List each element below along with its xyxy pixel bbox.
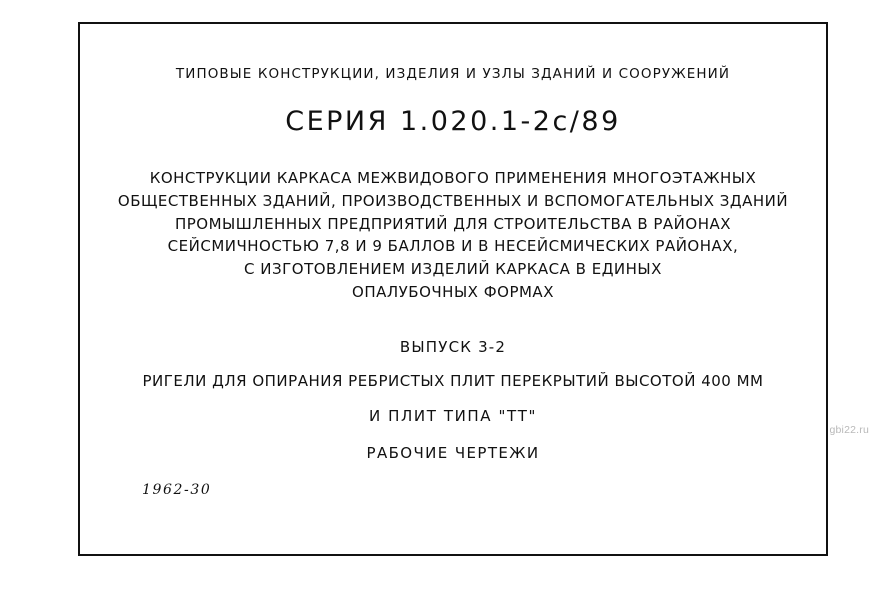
- description-line: ПРОМЫШЛЕННЫХ ПРЕДПРИЯТИЙ ДЛЯ СТРОИТЕЛЬСТВА В РАЙОНАХ: [174, 214, 732, 233]
- issue-label: ВЫПУСК 3-2: [399, 337, 507, 356]
- document-description: [114, 167, 792, 304]
- issue-title-line: РИГЕЛИ ДЛЯ ОПИРАНИЯ РЕБРИСТЫХ ПЛИТ ПЕРЕКРЫТИЙ ВЫСОТОЙ 400 ММ: [142, 371, 764, 390]
- watermark: gbi22.ru: [829, 424, 869, 436]
- description-line: С ИЗГОТОВЛЕНИЕМ ИЗДЕЛИЙ КАРКАСА В ЕДИНЫХ: [244, 260, 662, 279]
- description-line: КОНСТРУКЦИИ КАРКАСА МЕЖВИДОВОГО ПРИМЕНЕНИЯ МНОГОЭТАЖНЫХ: [149, 169, 757, 187]
- title-block-content: [80, 24, 826, 554]
- description-line: ОПАЛУБОЧНЫХ ФОРМАХ: [352, 282, 554, 301]
- issue-subtitle: РАБОЧИЕ ЧЕРТЕЖИ: [366, 444, 540, 463]
- issue-title: [114, 370, 792, 466]
- document-code: 1962-30: [142, 482, 212, 498]
- description-line: ОБЩЕСТВЕННЫХ ЗДАНИЙ, ПРОИЗВОДСТВЕННЫХ И ВСПОМОГАТЕЛЬНЫХ ЗДАНИЙ: [117, 191, 789, 210]
- issue-title-line: И ПЛИТ ТИПА "ТТ": [368, 407, 538, 426]
- document-kicker: ТИПОВЫЕ КОНСТРУКЦИИ, ИЗДЕЛИЯ И УЗЛЫ ЗДАНИЙ И СООРУЖЕНИЙ: [175, 66, 731, 82]
- series-number: СЕРИЯ 1.020.1-2с/89: [285, 106, 621, 137]
- drawing-frame: [78, 22, 828, 556]
- description-line: СЕЙСМИЧНОСТЬЮ 7,8 И 9 БАЛЛОВ И В НЕСЕЙСМИЧЕСКИХ РАЙОНАХ,: [167, 237, 739, 256]
